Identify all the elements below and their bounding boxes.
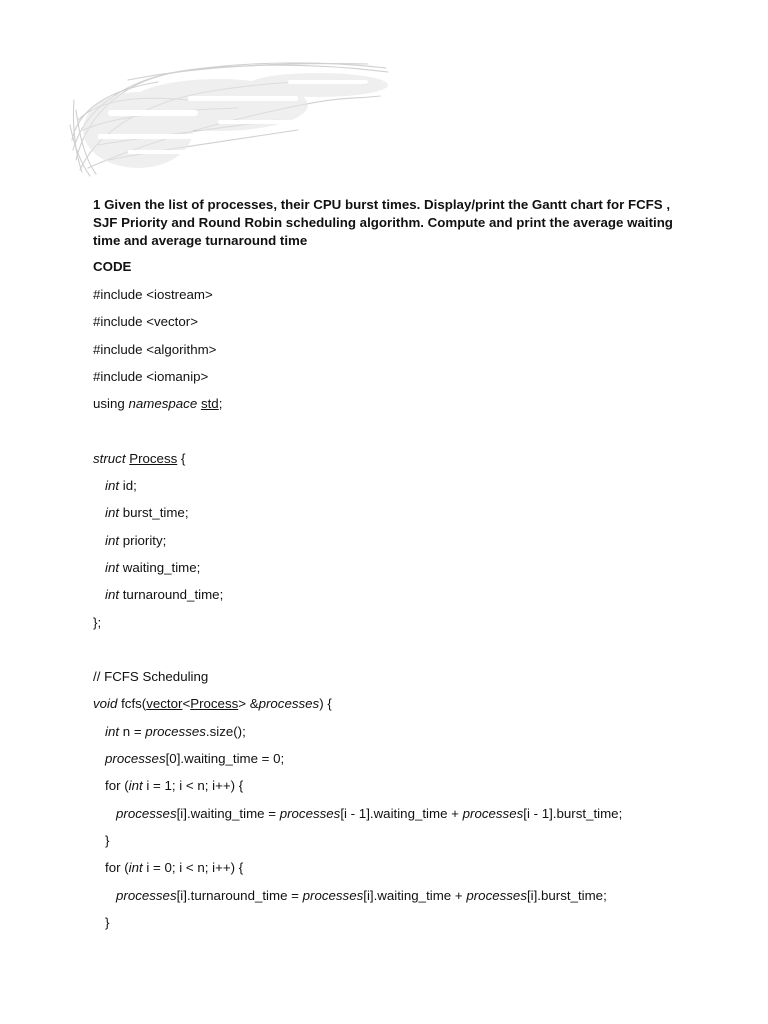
code-line-field-burst-time	[105, 504, 189, 522]
code-line-struct-close: };	[93, 615, 102, 630]
loop-body-text: [i].burst_time;	[526, 888, 607, 903]
code-line-fcfs-signature	[93, 695, 332, 713]
loop-body-text: [i].waiting_time +	[363, 888, 467, 903]
for-open: for (	[105, 778, 129, 793]
code-line-using-namespace	[93, 395, 222, 413]
code-line-include-iomanip: #include <iomanip>	[93, 369, 209, 384]
field-text: burst_time;	[119, 505, 189, 520]
process-type: Process	[190, 696, 239, 711]
for-open: for (	[105, 860, 129, 875]
processes-ref: processes	[302, 888, 364, 903]
struct-keyword: struct	[93, 451, 126, 466]
signature-end: ) {	[319, 696, 332, 711]
code-line-field-waiting-time	[105, 559, 200, 577]
processes-ref: processes	[462, 806, 524, 821]
int-keyword: int	[105, 533, 120, 548]
code-line-field-id	[105, 477, 137, 495]
int-keyword: int	[105, 724, 120, 739]
namespace-keyword: namespace	[128, 396, 198, 411]
code-line-struct-open	[93, 450, 185, 468]
question-text: 1 Given the list of processes, their CPU burst times. Display/print the Gantt chart for FCFS , SJF Priority and Round Robin scheduling algorithm. Compute and print the average waiting time and average turnaround time	[93, 197, 673, 248]
n-declaration-text: n =	[119, 724, 146, 739]
code-line-include-iostream: #include <iostream>	[93, 287, 213, 302]
vector-type: vector	[146, 696, 183, 711]
field-text: id;	[119, 478, 137, 493]
std-identifier: std	[200, 396, 219, 411]
processes-ref: processes	[466, 888, 527, 903]
code-line-loop-2-close: }	[105, 915, 110, 930]
processes-ref: processes	[105, 751, 166, 766]
code-line-for-loop-1	[105, 777, 243, 795]
loop-body-text: [i - 1].burst_time;	[523, 806, 623, 821]
processes-ref: processes	[116, 806, 177, 821]
field-text: waiting_time;	[119, 560, 201, 575]
processes-ref: processes	[116, 888, 177, 903]
loop-header-text: i = 1; i < n; i++) {	[142, 778, 244, 793]
loop-body-text: [i].turnaround_time =	[176, 888, 303, 903]
using-keyword: using	[93, 396, 129, 411]
size-call: .size();	[205, 724, 246, 739]
waiting-zero-text: [0].waiting_time = 0;	[165, 751, 285, 766]
code-line-fcfs-comment: // FCFS Scheduling	[93, 669, 209, 684]
processes-ref: processes	[279, 806, 341, 821]
open-brace: {	[177, 451, 186, 466]
code-line-include-vector: #include <vector>	[93, 314, 198, 329]
semicolon: ;	[218, 396, 223, 411]
code-line-n-declaration	[105, 723, 246, 741]
code-line-field-turnaround-time	[105, 586, 223, 604]
void-keyword: void	[93, 696, 118, 711]
code-line-loop-1-close: }	[105, 833, 110, 848]
code-line-field-priority	[105, 532, 166, 550]
document-content	[93, 196, 693, 930]
greater-than-amp: > &	[238, 696, 259, 711]
int-keyword: int	[128, 860, 143, 875]
int-keyword: int	[105, 587, 120, 602]
struct-name: Process	[129, 451, 178, 466]
int-keyword: int	[105, 478, 120, 493]
code-line-include-algorithm: #include <algorithm>	[93, 342, 217, 357]
int-keyword: int	[105, 505, 120, 520]
processes-ref: processes	[145, 724, 206, 739]
field-text: priority;	[119, 533, 167, 548]
loop-body-text: [i].waiting_time =	[176, 806, 280, 821]
code-line-for-loop-2	[105, 859, 243, 877]
less-than: <	[182, 696, 191, 711]
loop-header-text: i = 0; i < n; i++) {	[142, 860, 244, 875]
code-line-first-waiting	[105, 750, 284, 768]
redaction-scribble	[68, 50, 394, 178]
loop-body-text: [i - 1].waiting_time +	[340, 806, 463, 821]
int-keyword: int	[128, 778, 143, 793]
function-name: fcfs(	[117, 696, 147, 711]
field-text: turnaround_time;	[119, 587, 224, 602]
code-heading: CODE	[93, 259, 132, 274]
int-keyword: int	[105, 560, 120, 575]
processes-param: processes	[258, 696, 320, 711]
code-line-loop-2-body	[116, 887, 607, 905]
code-line-loop-1-body	[116, 805, 622, 823]
